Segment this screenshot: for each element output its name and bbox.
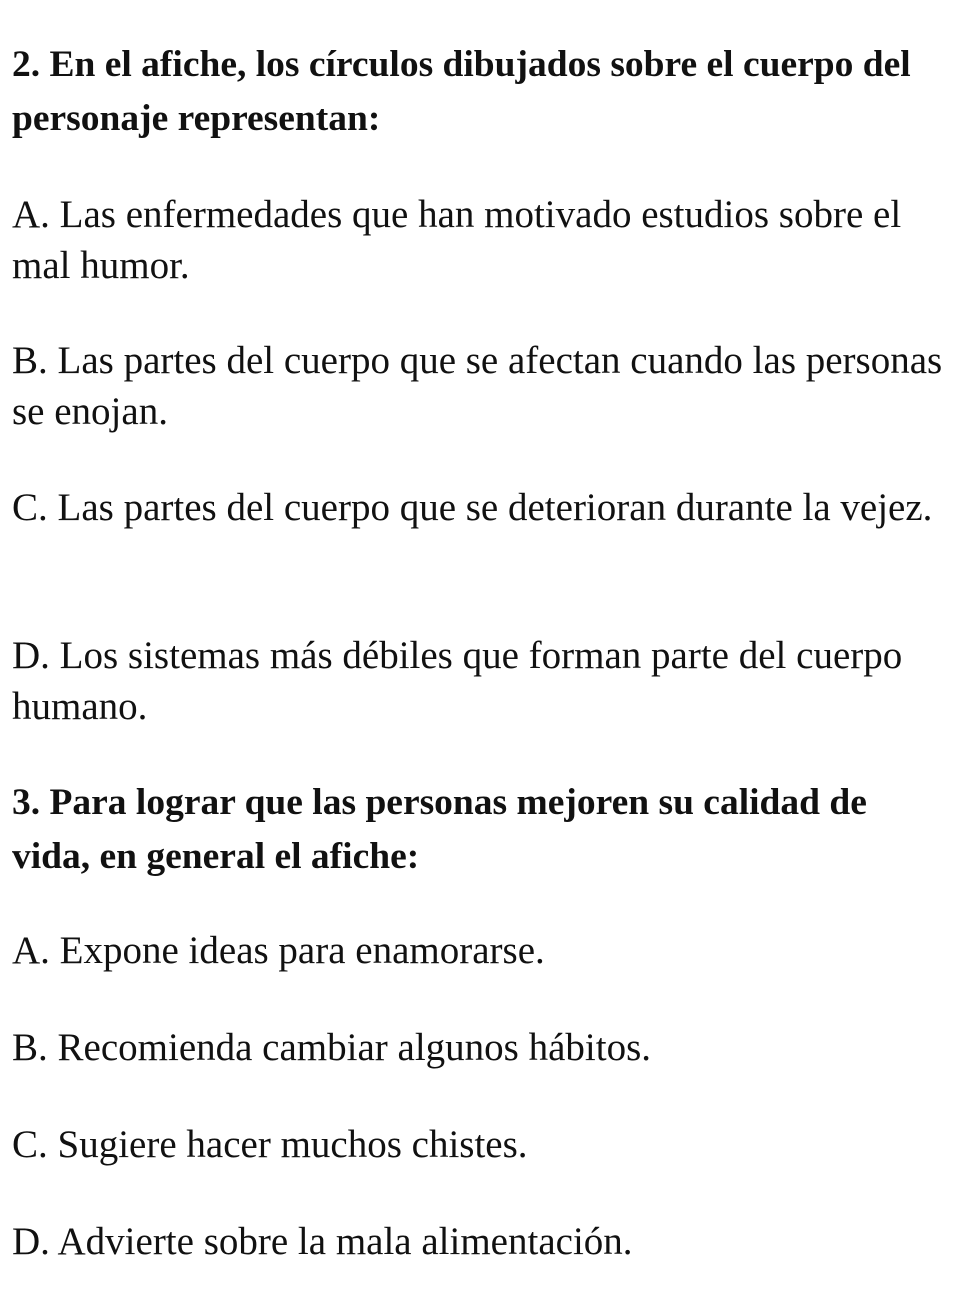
question-2-option-d: D. Los sistemas más débiles que forman parte del cuerpo humano. (12, 634, 903, 728)
question-3-option-a: A. Expone ideas para enamorarse. (12, 929, 545, 972)
question-3-option-d: D. Advierte sobre la mala alimentación. (12, 1220, 633, 1263)
question-2-option-a: A. Las enfermedades que han motivado estudios sobre el mal humor. (12, 193, 902, 287)
question-3-title: 3. Para lograr que las personas mejoren su calidad de vida, en general el afiche: (12, 782, 867, 877)
question-2-option-b: B. Las partes del cuerpo que se afectan cuando las personas se enojan. (12, 339, 943, 433)
question-3-option-c: C. Sugiere hacer muchos chistes. (12, 1123, 528, 1166)
question-2-title: 2. En el afiche, los círculos dibujados sobre el cuerpo del personaje representan: (12, 44, 911, 139)
question-2-option-c: C. Las partes del cuerpo que se deterioran durante la vejez. (12, 486, 933, 529)
question-3-option-b: B. Recomienda cambiar algunos hábitos. (12, 1026, 652, 1069)
